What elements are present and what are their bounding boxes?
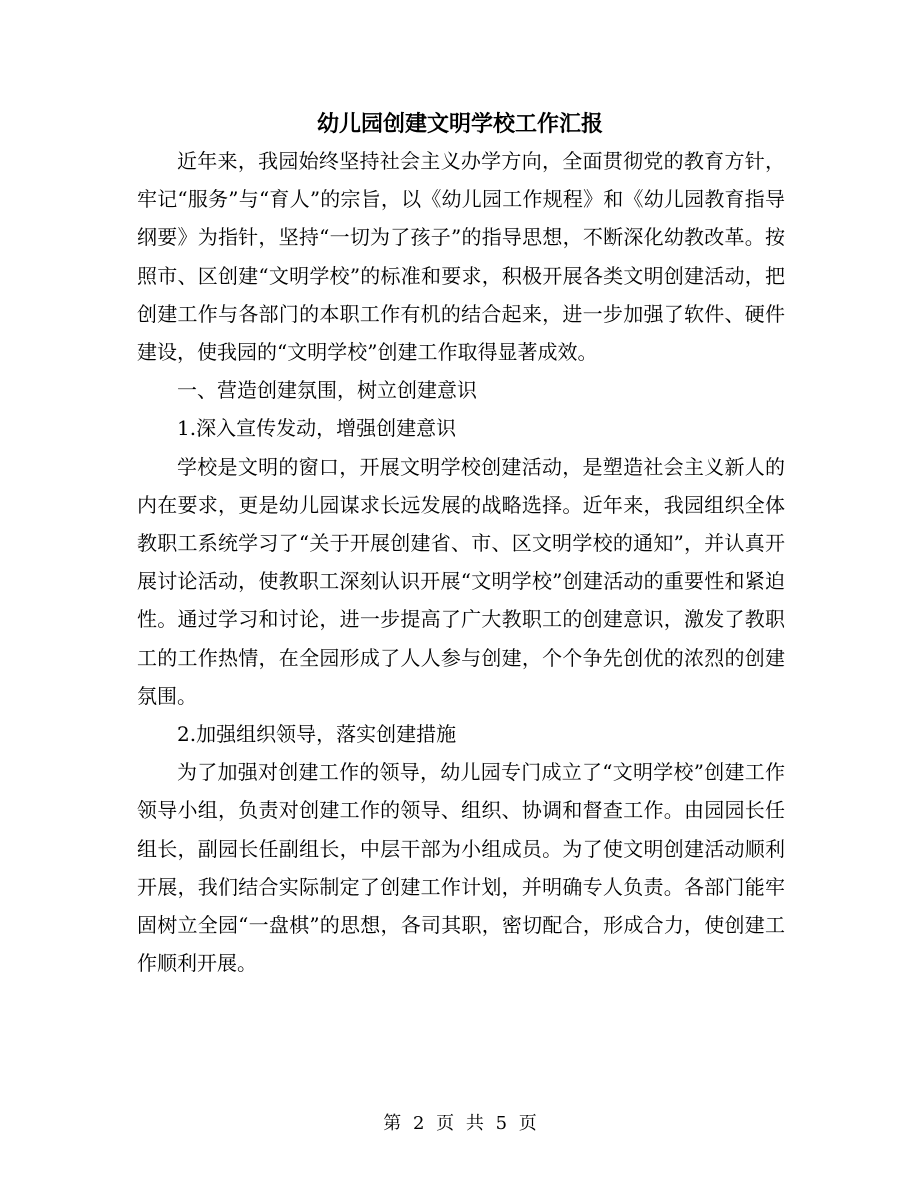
body-paragraph: 为了加强对创建工作的领导，幼儿园专门成立了“文明学校”创建工作领导小组，负责对创建工作的领导、组织、协调和督查工作。由园园长任组长，副园长任副组长，中层干部为小组成员。为了使文明创建活动顺利开展，我们结合实际制定了创建工作计划，并明确专人负责。各部门能牢固树立全园“一盘棋”的思想，各司其职，密切配合，形成合力，使创建工作顺利开展。	[137, 760, 785, 976]
subsection-heading-1: 1.深入宣传发动，增强创建意识	[177, 416, 457, 441]
section-heading-1: 一、营造创建氛围，树立创建意识	[177, 378, 477, 403]
document-body	[137, 142, 785, 982]
page-number-footer: 第 2 页 共 5 页	[383, 1113, 537, 1134]
document-title: 幼儿园创建文明学校工作汇报	[316, 111, 603, 137]
intro-paragraph: 近年来，我园始终坚持社会主义办学方向，全面贯彻党的教育方针，牢记“服务”与“育人”的宗旨，以《幼儿园工作规程》和《幼儿园教育指导纲要》为指针，坚持“一切为了孩子”的指导思想，不断深化幼教改革。按照市、区创建“文明学校”的标准和要求，积极开展各类文明创建活动，把创建工作与各部门的本职工作有机的结合起来，进一步加强了软件、硬件建设，使我园的“文明学校”创建工作取得显著成效。	[137, 149, 785, 365]
subsection-heading-2: 2.加强组织领导，落实创建措施	[177, 722, 457, 747]
body-paragraph: 学校是文明的窗口，开展文明学校创建活动，是塑造社会主义新人的内在要求，更是幼儿园谋求长远发展的战略选择。近年来，我园组织全体教职工系统学习了“关于开展创建省、市、区文明学校的通知”，并认真开展讨论活动，使教职工深刻认识开展“文明学校”创建活动的重要性和紧迫性。通过学习和讨论，进一步提高了广大教职工的创建意识，激发了教职工的工作热情，在全园形成了人人参与创建，个个争先创优的浓烈的创建氛围。	[137, 454, 785, 708]
